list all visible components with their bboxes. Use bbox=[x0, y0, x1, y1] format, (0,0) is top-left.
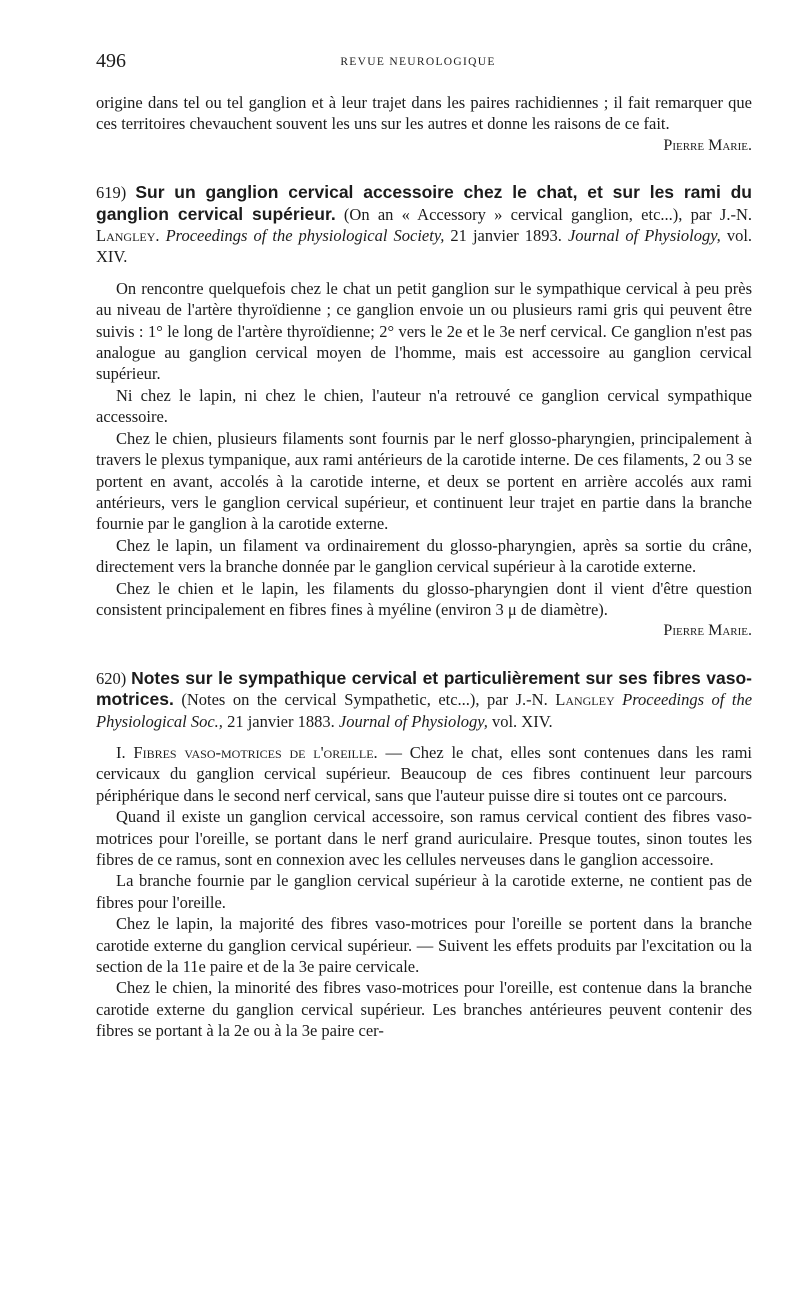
article-619 bbox=[96, 182, 752, 642]
article-date: 21 janvier 1883. bbox=[227, 711, 335, 731]
article-title: Notes sur le sympathique cervical et particulièrement sur ses fibres vaso-motrices. bbox=[96, 667, 752, 710]
article-author: Langley bbox=[555, 690, 615, 710]
paragraph-text: — Chez le chat, elles sont contenues dans les rami cervicaux du ganglion cervical supérieur. Beaucoup de ces fibres continuent leur parcours périphérique dans le second nerf cervical, sans que l'auteur puisse dire si toutes ont ce parcours. bbox=[96, 742, 753, 805]
article-number: 619) bbox=[96, 183, 127, 203]
paragraph: Chez le chien et le lapin, les filaments du glosso-pharyngien dont il vient d'être question consistent principalement en fibres fines à myéline (environ 3 μ de diamètre). bbox=[96, 578, 752, 619]
signature-line bbox=[96, 620, 752, 641]
page-body bbox=[96, 92, 752, 1042]
article-reference: (On an « Accessory » cervical ganglion, etc...), par J.-N. bbox=[343, 204, 752, 224]
article-reference: (Notes on the cervical Sympathetic, etc...), par J.-N. bbox=[181, 690, 548, 710]
article-volume: vol. XIV. bbox=[96, 226, 753, 267]
article-author: Langley. bbox=[96, 226, 160, 246]
article-620 bbox=[96, 668, 752, 1042]
paragraph: Chez le lapin, un filament va ordinairement du glosso-pharyngien, après sa sortie du crâne, directement vers la branche donnée par le ganglion cervical supérieur à la carotide externe. bbox=[96, 535, 752, 577]
section-heading: I. Fibres vaso-motrices de l'oreille. bbox=[116, 742, 378, 762]
paragraph: Chez le lapin, la majorité des fibres vaso-motrices pour l'oreille se portent dans la branche carotide externe du ganglion cervical supérieur. — Suivent les effets produits par l'excitation ou la section de la 11e paire et de la 3e paire cervicale. bbox=[96, 914, 752, 977]
article-source: Proceedings of the physiological Society, bbox=[165, 226, 445, 246]
signature: Pierre Marie. bbox=[663, 136, 752, 154]
article-journal: Journal of Physiology, bbox=[567, 226, 721, 246]
paragraph: Quand il existe un ganglion cervical accessoire, son ramus cervical contient des fibres vaso-motrices pour l'oreille, se portant dans le nerf grand auriculaire. Presque toutes, sinon toutes les fibres de ce ramus, sont en connexion avec les cellules nerveuses dans le ganglion accessoire. bbox=[96, 807, 752, 869]
article-number: 620) bbox=[96, 668, 127, 688]
signature-line bbox=[96, 135, 752, 156]
continuation-paragraph: origine dans tel ou tel ganglion et à leur trajet dans les paires rachidiennes ; il fait remarquer que ces territoires chevauchent souvent les uns sur les autres et donne les raisons de ce fait. bbox=[96, 93, 752, 134]
paragraph: Ni chez le lapin, ni chez le chien, l'auteur n'a retrouvé ce ganglion cervical sympathique accessoire. bbox=[96, 385, 752, 427]
running-header bbox=[0, 44, 800, 74]
paragraph: On rencontre quelquefois chez le chat un petit ganglion sur le sympathique cervical à peu près au niveau de l'artère thyroïdienne ; ce ganglion envoie un ou plusieurs rami gris qui peuvent être suivis : 1° le long de l'artère thyroïdienne; 2° vers le 2e et le 3e nerf cervical. Ce ganglion n'est pas analogue au ganglion cervical moyen de l'homme, mais est accessoire au ganglion cervical supérieur. bbox=[96, 278, 752, 384]
article-heading bbox=[96, 182, 752, 268]
article-journal: Journal of Physiology, bbox=[338, 711, 488, 731]
article-title: Sur un ganglion cervical accessoire chez le chat, et sur les rami du ganglion cervical supérieur. bbox=[96, 182, 752, 224]
article-date: 21 janvier 1893. bbox=[450, 226, 562, 246]
signature: Pierre Marie. bbox=[663, 622, 752, 640]
paragraph: La branche fournie par le ganglion cervical supérieur à la carotide externe, ne contient pas de fibres pour l'oreille. bbox=[96, 871, 752, 912]
paragraph: Chez le chien, la minorité des fibres vaso-motrices pour l'oreille, est contenue dans la branche carotide externe du ganglion cervical supérieur. Les branches antérieures peuvent contenir des fibres se portant à la 2e ou à la 3e paire cer- bbox=[96, 978, 752, 1041]
paragraph: Chez le chien, plusieurs filaments sont fournis par le nerf glosso-pharyngien, principalement à travers le plexus tympanique, aux rami antérieurs de la carotide interne. De ces filaments, 2 ou 3 se portent en avant, accolés à la carotide interne, et deux se portent en arrière accolés aux rami antérieurs, vers le ganglion cervical supérieur, et continuent leur trajet en partie dans la branche fournie par le ganglion à la carotide externe. bbox=[96, 428, 752, 534]
page-number: 496 bbox=[96, 50, 126, 72]
paragraph bbox=[96, 742, 752, 806]
article-source: Proceedings of the Physiological Soc., bbox=[96, 690, 753, 731]
journal-title: REVUE NEUROLOGIQUE bbox=[340, 56, 496, 68]
article-volume: vol. XIV. bbox=[491, 711, 553, 731]
article-heading bbox=[96, 668, 752, 732]
